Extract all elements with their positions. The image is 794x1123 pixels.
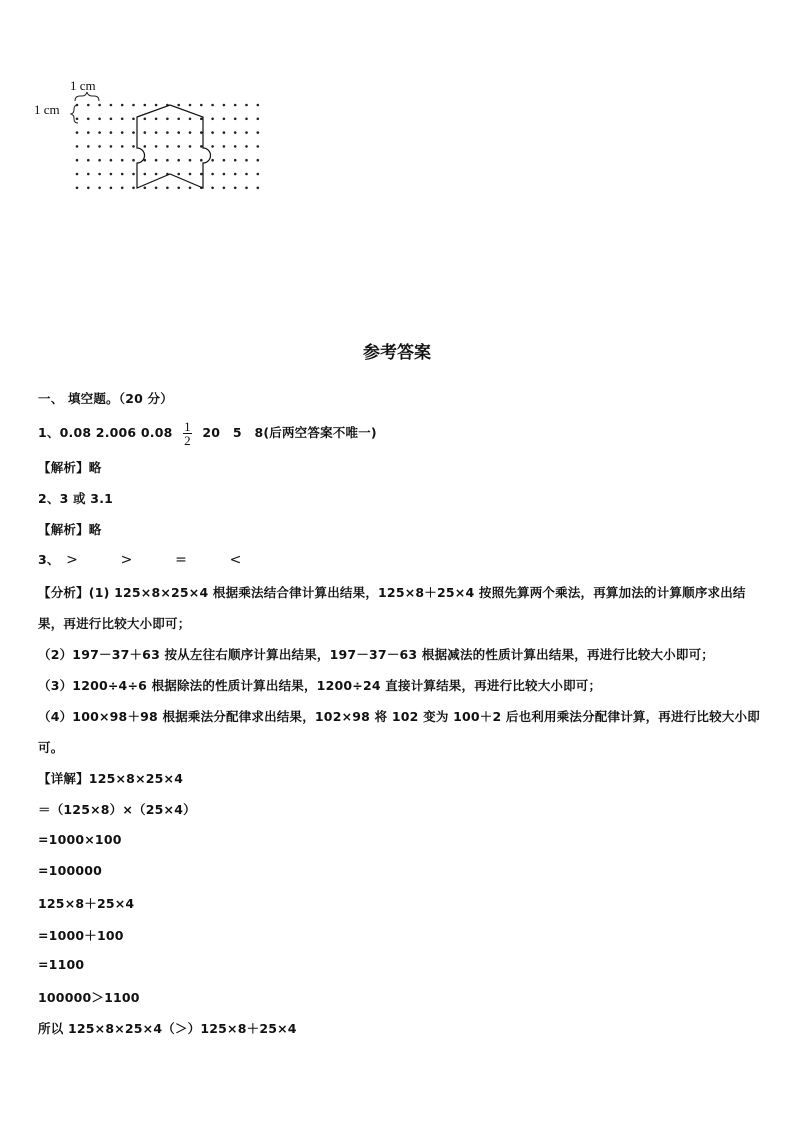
grid-dot: [87, 104, 90, 107]
grid-dot: [98, 173, 101, 176]
grid-dot: [132, 104, 135, 107]
detail-line-9: 所以 125×8×25×4（＞）125×8＋25×4: [38, 1021, 297, 1036]
grid-dot: [211, 131, 214, 134]
fraction-one-half: [183, 420, 192, 447]
grid-dot: [200, 131, 203, 134]
analysis-3-line-3: （2）197－37＋63 按从左往右顺序计算出结果，197－37－63 根据减法的性质计算出结果，再进行比较大小即可；: [38, 647, 714, 662]
grid-dot: [87, 187, 90, 190]
grid-dot: [144, 118, 147, 121]
grid-dot: [245, 187, 248, 190]
grid-dot: [177, 173, 180, 176]
fraction-denominator: 2: [184, 433, 191, 448]
analysis-3-line-5: （4）100×98＋98 根据乘法分配律求出结果，102×98 将 102 变为 100＋2 后也利用乘法分配律计算，再进行比较大小即: [38, 709, 760, 724]
grid-dot: [223, 187, 226, 190]
answer-title: 参考答案: [363, 343, 431, 363]
answer-3-symbol-4: <: [229, 552, 242, 568]
answer-2: 2、3 或 3.1: [38, 491, 114, 506]
grid-dot: [155, 104, 158, 107]
detail-line-7: =1100: [38, 957, 85, 972]
grid-dot: [200, 118, 203, 121]
grid-dot: [200, 159, 203, 162]
answer-3-label: 3、: [38, 552, 60, 567]
grid-dot: [155, 118, 158, 121]
grid-dot: [132, 187, 135, 190]
dot-grid-svg: [30, 78, 280, 198]
grid-dot: [177, 118, 180, 121]
section-heading-fill-blank: 一、 填空题。（20 分）: [38, 391, 173, 406]
grid-dot: [87, 173, 90, 176]
grid-dot: [132, 173, 135, 176]
grid-dot: [189, 159, 192, 162]
answer-3-symbol-2: >: [120, 552, 133, 568]
analysis-3-line-6: 可。: [38, 740, 64, 755]
grid-dot: [177, 187, 180, 190]
grid-dot: [87, 145, 90, 148]
grid-dot: [98, 104, 101, 107]
grid-dot: [177, 131, 180, 134]
grid-dot: [110, 159, 113, 162]
analysis-3-line-2: 果，再进行比较大小即可；: [38, 616, 191, 631]
grid-dot: [189, 131, 192, 134]
detail-line-3: =1000×100: [38, 832, 122, 847]
grid-dot: [155, 145, 158, 148]
grid-dot: [211, 145, 214, 148]
puzzle-shape-outline: [137, 105, 211, 188]
grid-dot: [144, 173, 147, 176]
grid-dot: [121, 173, 124, 176]
grid-dot: [87, 118, 90, 121]
grid-dot: [155, 131, 158, 134]
grid-dot: [189, 173, 192, 176]
grid-dot: [121, 131, 124, 134]
grid-dot: [189, 145, 192, 148]
grid-dot: [144, 187, 147, 190]
grid-dot: [234, 145, 237, 148]
grid-dot: [177, 159, 180, 162]
grid-dot: [234, 159, 237, 162]
grid-dot: [144, 104, 147, 107]
grid-dot: [166, 187, 169, 190]
grid-dot: [110, 173, 113, 176]
grid-dot: [200, 145, 203, 148]
grid-dot: [245, 131, 248, 134]
grid-dot: [110, 187, 113, 190]
grid-dot: [76, 131, 79, 134]
grid-dot: [223, 173, 226, 176]
grid-dot: [155, 173, 158, 176]
grid-dot: [223, 118, 226, 121]
grid-dot: [234, 187, 237, 190]
grid-dot: [189, 104, 192, 107]
grid-dot: [76, 145, 79, 148]
grid-dot: [234, 173, 237, 176]
grid-dot: [87, 159, 90, 162]
detail-line-6: =1000＋100: [38, 928, 124, 943]
answer-3-symbol-3: =: [175, 552, 188, 568]
grid-dot: [257, 131, 260, 134]
grid-dot: [223, 159, 226, 162]
grid-dot: [110, 118, 113, 121]
grid-dot: [121, 145, 124, 148]
grid-dot: [166, 145, 169, 148]
analysis-3-line-1: 【分析】(1) 125×8×25×4 根据乘法结合律计算出结果，125×8＋25×4 按照先算两个乘法，再算加法的计算顺序求出结: [38, 585, 746, 600]
grid-dot: [257, 145, 260, 148]
grid-dot: [257, 159, 260, 162]
detail-line-8: 100000＞1100: [38, 990, 140, 1005]
grid-dot: [245, 118, 248, 121]
answer-3-symbol-1: >: [66, 552, 79, 568]
grid-dot: [110, 104, 113, 107]
grid-dot: [98, 118, 101, 121]
analysis-3-line-4: （3）1200÷4÷6 根据除法的性质计算出结果，1200÷24 直接计算结果，再进行比较大小即可；: [38, 678, 602, 693]
grid-dot: [76, 187, 79, 190]
vertical-unit-brace: [71, 105, 78, 123]
grid-dot: [177, 104, 180, 107]
grid-dot: [257, 173, 260, 176]
detail-line-5: 125×8＋25×4: [38, 896, 135, 911]
grid-dot: [121, 187, 124, 190]
grid-dot: [110, 131, 113, 134]
grid-dot: [98, 145, 101, 148]
grid-dot: [166, 131, 169, 134]
grid-dot: [144, 145, 147, 148]
answer-1-rest: 20 5 8(后两空答案不唯一): [202, 425, 377, 440]
detail-line-2: ＝（125×8）×（25×4）: [38, 802, 196, 817]
grid-dot: [245, 159, 248, 162]
grid-dot: [211, 159, 214, 162]
analysis-1: 【解析】略: [38, 460, 102, 475]
grid-dot: [76, 118, 79, 121]
grid-dot: [110, 145, 113, 148]
detail-line-1: 【详解】125×8×25×4: [38, 771, 184, 786]
grid-dot: [211, 118, 214, 121]
detail-line-4: =100000: [38, 863, 103, 878]
vertical-unit-label: 1 cm: [34, 102, 60, 117]
grid-dot: [257, 104, 260, 107]
answer-3: [38, 550, 242, 568]
grid-dot: [223, 104, 226, 107]
grid-dot: [87, 131, 90, 134]
grid-dot: [200, 104, 203, 107]
grid-dot: [132, 145, 135, 148]
grid-dot: [234, 118, 237, 121]
grid-dot: [98, 187, 101, 190]
grid-dot: [155, 187, 158, 190]
grid-dot: [98, 131, 101, 134]
grid-dot: [166, 118, 169, 121]
grid-dot: [211, 173, 214, 176]
answer-1: [38, 420, 377, 447]
dot-grid-figure: [30, 78, 280, 198]
grid-dot: [98, 159, 101, 162]
answer-1-prefix: 1、0.08 2.006 0.08: [38, 425, 173, 440]
grid-dot: [245, 145, 248, 148]
grid-dot: [132, 118, 135, 121]
grid-dot: [166, 159, 169, 162]
grid-dot: [76, 159, 79, 162]
grid-dot: [177, 145, 180, 148]
grid-dot: [121, 118, 124, 121]
grid-dot: [189, 187, 192, 190]
grid-dot: [144, 131, 147, 134]
grid-dot: [234, 104, 237, 107]
grid-dot: [211, 104, 214, 107]
grid-dot: [121, 104, 124, 107]
grid-dot: [223, 131, 226, 134]
grid-dot: [223, 145, 226, 148]
grid-dot: [211, 187, 214, 190]
grid-dot: [234, 131, 237, 134]
grid-dot: [132, 159, 135, 162]
horizontal-unit-label: 1 cm: [70, 78, 96, 93]
grid-dot: [155, 159, 158, 162]
fraction-numerator: 1: [184, 419, 191, 434]
analysis-2: 【解析】略: [38, 522, 102, 537]
grid-dot: [132, 131, 135, 134]
grid-dot: [245, 104, 248, 107]
grid-dot: [200, 173, 203, 176]
grid-dot: [121, 159, 124, 162]
grid-dot: [257, 187, 260, 190]
grid-dot: [76, 173, 79, 176]
grid-dot: [245, 173, 248, 176]
grid-dot: [189, 118, 192, 121]
grid-dot: [257, 118, 260, 121]
